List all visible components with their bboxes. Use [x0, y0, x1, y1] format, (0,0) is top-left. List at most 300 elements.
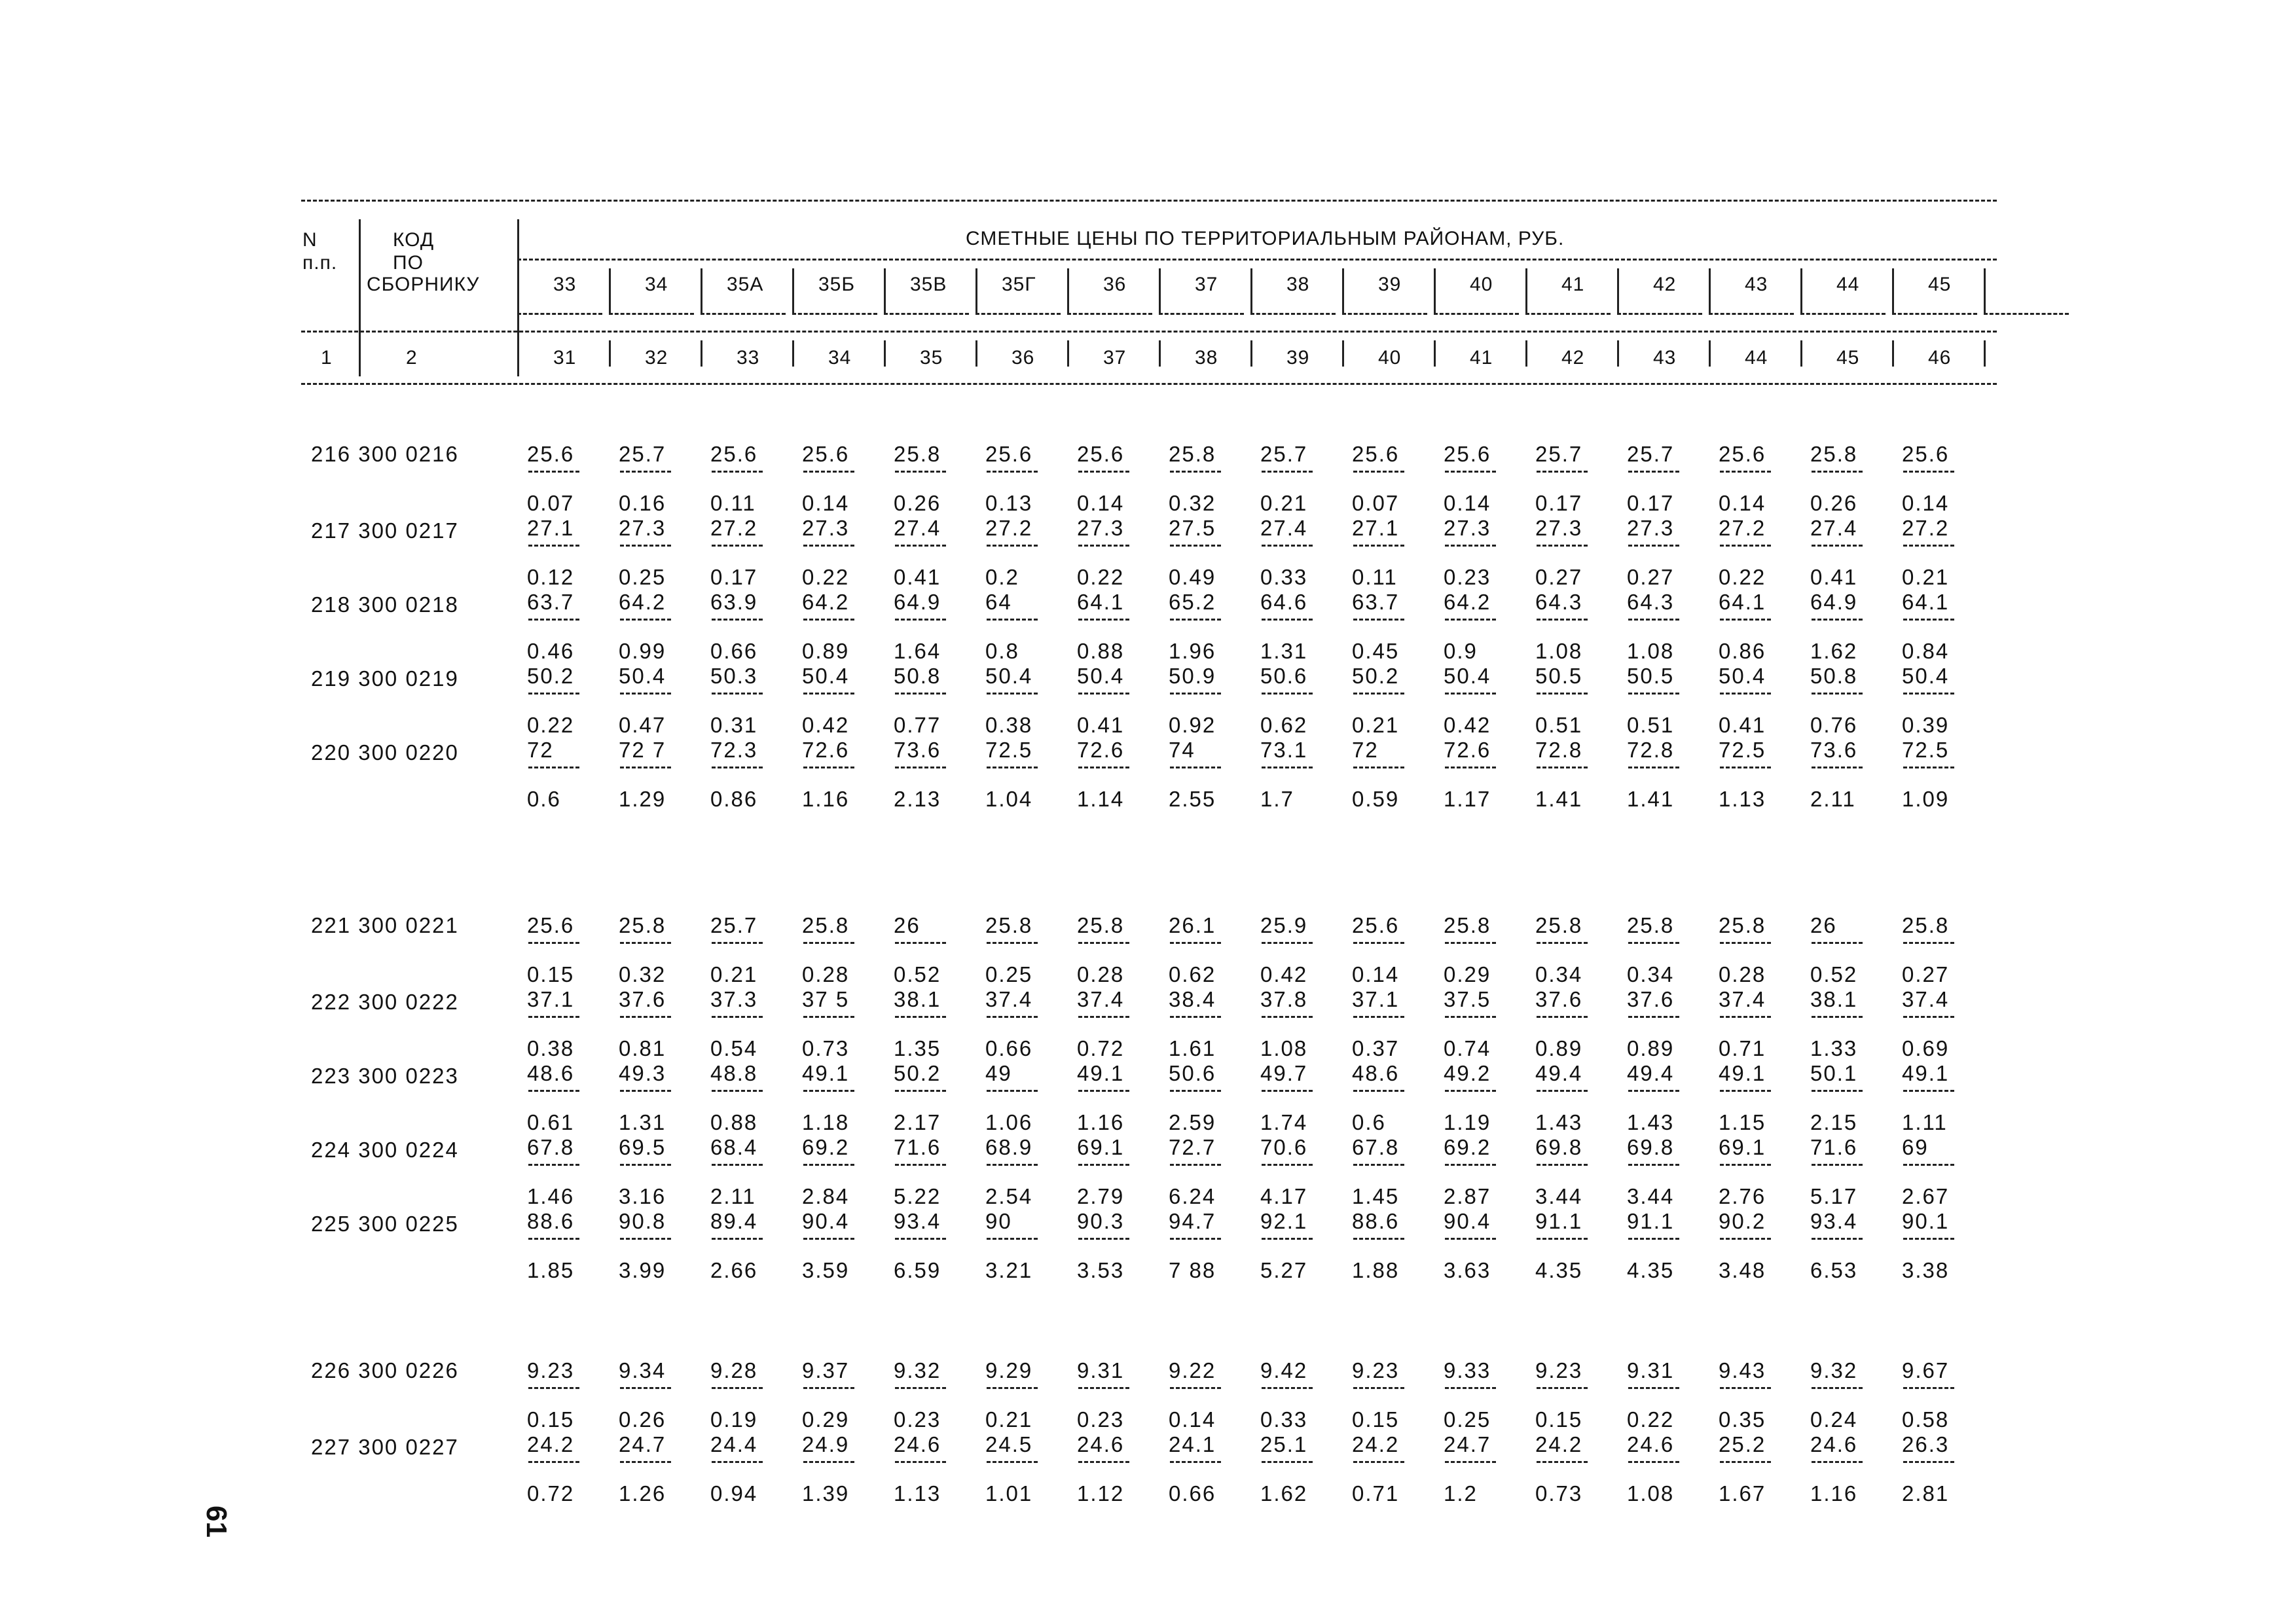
price-cell: 24.7	[1444, 1432, 1491, 1456]
cost-cell: 0.94	[710, 1481, 758, 1506]
fraction-rule	[1170, 1016, 1221, 1018]
cost-cell: 1.29	[619, 787, 666, 811]
cost-cell: 0.25	[619, 565, 666, 589]
fraction-rule	[1720, 545, 1771, 547]
fraction-rule	[895, 767, 946, 768]
cost-cell: 0.12	[527, 565, 575, 589]
price-cell: 27.3	[1535, 516, 1583, 540]
price-cell: 9.28	[710, 1358, 758, 1382]
fraction-rule	[1720, 1164, 1771, 1166]
fraction-rule	[1353, 1090, 1404, 1092]
cost-cell: 3.59	[802, 1258, 850, 1282]
price-cell: 49.4	[1627, 1061, 1675, 1085]
cost-cell: 1.26	[619, 1481, 666, 1506]
fraction-rule	[987, 942, 1038, 944]
fraction-rule	[1445, 545, 1496, 547]
cost-cell: 0.71	[1719, 1036, 1766, 1060]
price-cell: 24.5	[985, 1432, 1033, 1456]
cost-cell: 0.77	[894, 713, 941, 737]
price-cell: 49.2	[1444, 1061, 1491, 1085]
fraction-rule	[1262, 1090, 1313, 1092]
cost-cell: 0.29	[1444, 962, 1491, 986]
fraction-rule	[1445, 471, 1496, 473]
header-mid-rule	[517, 259, 1997, 261]
price-cell: 90.8	[619, 1209, 666, 1233]
fraction-rule	[1628, 1164, 1679, 1166]
price-cell: 9.67	[1902, 1358, 1950, 1382]
cost-cell: 0.71	[1352, 1481, 1400, 1506]
cost-cell: 0.81	[619, 1036, 666, 1060]
price-cell: 72.6	[1444, 738, 1491, 762]
price-cell: 71.6	[894, 1135, 941, 1159]
fraction-rule	[1812, 942, 1863, 944]
column-rule	[1067, 313, 1152, 315]
price-cell: 64.2	[619, 590, 666, 614]
fraction-rule	[987, 1238, 1038, 1240]
column-number: 41	[1470, 347, 1493, 369]
fraction-rule	[1903, 619, 1954, 621]
cost-cell: 0.6	[1352, 1110, 1386, 1134]
cost-cell: 0.61	[527, 1110, 575, 1134]
header-num-1: 1	[321, 347, 333, 369]
header-numbers-rule	[301, 331, 1997, 333]
row-code: 219 300 0219	[311, 666, 459, 691]
fraction-rule	[803, 1164, 854, 1166]
price-cell: 24.7	[619, 1432, 666, 1456]
column-divider	[792, 288, 794, 314]
price-cell: 50.4	[1719, 664, 1766, 688]
fraction-rule	[528, 1387, 579, 1389]
price-cell: 64.9	[1810, 590, 1858, 614]
cost-cell: 1.16	[1077, 1110, 1125, 1134]
fraction-rule	[620, 471, 671, 473]
fraction-rule	[1445, 942, 1496, 944]
cost-cell: 0.15	[1535, 1407, 1583, 1432]
price-cell: 50.4	[985, 664, 1033, 688]
cost-cell: 0.41	[1810, 565, 1858, 589]
cost-cell: 0.07	[1352, 491, 1400, 515]
price-cell: 27.3	[619, 516, 666, 540]
cost-cell: 0.89	[1627, 1036, 1675, 1060]
cost-cell: 2.66	[710, 1258, 758, 1282]
price-cell: 25.8	[802, 913, 850, 937]
column-rule	[1617, 313, 1702, 315]
column-divider	[884, 340, 886, 367]
cost-cell: 4.17	[1260, 1184, 1308, 1208]
price-cell: 64.3	[1535, 590, 1583, 614]
column-rule	[517, 313, 602, 315]
cost-cell: 0.84	[1902, 639, 1950, 663]
price-cell: 9.23	[527, 1358, 575, 1382]
fraction-rule	[712, 545, 763, 547]
price-cell: 25.6	[710, 442, 758, 466]
price-cell: 50.5	[1627, 664, 1675, 688]
region-header: 35Г	[1002, 274, 1036, 295]
column-number: 35	[920, 347, 943, 369]
column-divider	[1342, 340, 1344, 367]
cost-cell: 0.14	[1169, 1407, 1216, 1432]
cost-cell: 2.11	[710, 1184, 756, 1208]
cost-cell: 3.53	[1077, 1258, 1125, 1282]
fraction-rule	[1262, 471, 1313, 473]
fraction-rule	[712, 767, 763, 768]
price-cell: 69.1	[1077, 1135, 1125, 1159]
cost-cell: 1.33	[1810, 1036, 1858, 1060]
price-cell: 25.6	[1719, 442, 1766, 466]
fraction-rule	[712, 693, 763, 695]
fraction-rule	[712, 1164, 763, 1166]
fraction-rule	[1628, 767, 1679, 768]
price-cell: 25.6	[1444, 442, 1491, 466]
column-rule	[1342, 313, 1427, 315]
cost-cell: 3.44	[1627, 1184, 1675, 1208]
cost-cell: 2.84	[802, 1184, 850, 1208]
cost-cell: 1.7	[1260, 787, 1294, 811]
price-cell: 72.8	[1627, 738, 1675, 762]
region-header: 43	[1745, 274, 1768, 295]
header-kod: КОД	[393, 229, 435, 251]
fraction-rule	[1445, 1090, 1496, 1092]
cost-cell: 0.14	[802, 491, 850, 515]
fraction-rule	[1078, 1238, 1129, 1240]
price-cell: 37.6	[1627, 987, 1675, 1011]
cost-cell: 0.17	[710, 565, 758, 589]
price-cell: 24.2	[527, 1432, 575, 1456]
cost-cell: 0.23	[894, 1407, 941, 1432]
row-code: 220 300 0220	[311, 740, 459, 765]
cost-cell: 1.74	[1260, 1110, 1308, 1134]
cost-cell: 0.17	[1627, 491, 1675, 515]
price-cell: 63.7	[1352, 590, 1400, 614]
header-sborniku: СБОРНИКУ	[367, 274, 480, 295]
cost-cell: 0.21	[710, 962, 758, 986]
price-cell: 68.9	[985, 1135, 1033, 1159]
fraction-rule	[528, 545, 579, 547]
cost-cell: 1.31	[619, 1110, 666, 1134]
fraction-rule	[1445, 1238, 1496, 1240]
column-divider	[1067, 340, 1069, 367]
fraction-rule	[528, 693, 579, 695]
price-cell: 9.43	[1719, 1358, 1766, 1382]
cost-cell: 2.17	[894, 1110, 941, 1134]
fraction-rule	[1537, 942, 1588, 944]
column-rule	[701, 313, 786, 315]
cost-cell: 5.22	[894, 1184, 941, 1208]
price-cell: 27.2	[710, 516, 758, 540]
header-n: N	[302, 229, 318, 251]
cost-cell: 0.51	[1535, 713, 1583, 737]
cost-cell: 0.6	[527, 787, 561, 811]
fraction-rule	[1903, 1090, 1954, 1092]
fraction-rule	[1628, 693, 1679, 695]
header-pp: п.п.	[302, 252, 338, 274]
row-code: 227 300 0227	[311, 1435, 459, 1459]
cost-cell: 0.35	[1719, 1407, 1766, 1432]
fraction-rule	[1445, 693, 1496, 695]
fraction-rule	[620, 942, 671, 944]
cost-cell: 1.04	[985, 787, 1033, 811]
cost-cell: 1.43	[1535, 1110, 1583, 1134]
cost-cell: 1.62	[1260, 1481, 1308, 1506]
price-cell: 72	[527, 738, 554, 762]
column-divider	[1525, 288, 1527, 314]
cost-cell: 0.8	[985, 639, 1019, 663]
price-cell: 25.8	[1169, 442, 1216, 466]
price-cell: 37.3	[710, 987, 758, 1011]
fraction-rule	[1353, 942, 1404, 944]
fraction-rule	[895, 942, 946, 944]
cost-cell: 0.73	[1535, 1481, 1583, 1506]
fraction-rule	[1078, 545, 1129, 547]
price-cell: 50.4	[1902, 664, 1950, 688]
column-divider	[1617, 288, 1619, 314]
column-divider	[975, 340, 977, 367]
cost-cell: 0.15	[1352, 1407, 1400, 1432]
cost-cell: 1.11	[1902, 1110, 1948, 1134]
row-code: 217 300 0217	[311, 518, 459, 543]
price-cell: 37.6	[1535, 987, 1583, 1011]
cost-cell: 0.07	[527, 491, 575, 515]
cost-cell: 0.26	[619, 1407, 666, 1432]
cost-cell: 0.74	[1444, 1036, 1491, 1060]
price-cell: 48.8	[710, 1061, 758, 1085]
column-divider	[1709, 340, 1711, 367]
price-cell: 90.4	[1444, 1209, 1491, 1233]
price-cell: 27.5	[1169, 516, 1216, 540]
price-cell: 25.8	[1902, 913, 1950, 937]
fraction-rule	[1262, 1461, 1313, 1463]
price-cell: 93.4	[894, 1209, 941, 1233]
fraction-rule	[620, 1238, 671, 1240]
price-cell: 69.2	[802, 1135, 850, 1159]
price-cell: 48.6	[527, 1061, 575, 1085]
region-header: 35А	[727, 274, 764, 295]
header-num-2: 2	[406, 347, 418, 369]
fraction-rule	[1628, 1387, 1679, 1389]
cost-cell: 4.35	[1535, 1258, 1583, 1282]
price-cell: 38.4	[1169, 987, 1216, 1011]
price-cell: 24.4	[710, 1432, 758, 1456]
cost-cell: 0.99	[619, 639, 666, 663]
fraction-rule	[1170, 1090, 1221, 1092]
price-cell: 72	[1352, 738, 1379, 762]
price-cell: 50.2	[1352, 664, 1400, 688]
cost-cell: 1.08	[1535, 639, 1583, 663]
price-cell: 50.8	[894, 664, 941, 688]
fraction-rule	[1903, 1164, 1954, 1166]
price-cell: 49.4	[1535, 1061, 1583, 1085]
fraction-rule	[1170, 619, 1221, 621]
column-number: 42	[1561, 347, 1585, 369]
column-rule	[975, 313, 1061, 315]
price-cell: 69.2	[1444, 1135, 1491, 1159]
column-divider	[1800, 288, 1802, 314]
cost-cell: 0.66	[985, 1036, 1033, 1060]
fraction-rule	[1537, 1090, 1588, 1092]
price-cell: 37.1	[1352, 987, 1400, 1011]
fraction-rule	[1078, 619, 1129, 621]
column-divider	[1800, 340, 1802, 367]
cost-cell: 1.08	[1260, 1036, 1308, 1060]
price-cell: 37.6	[619, 987, 666, 1011]
fraction-rule	[895, 693, 946, 695]
column-number: 31	[553, 347, 577, 369]
cost-cell: 0.62	[1169, 962, 1216, 986]
price-cell: 50.8	[1810, 664, 1858, 688]
fraction-rule	[1903, 1461, 1954, 1463]
fraction-rule	[1353, 1238, 1404, 1240]
cost-cell: 0.33	[1260, 565, 1308, 589]
price-cell: 49	[985, 1061, 1012, 1085]
column-number: 46	[1928, 347, 1952, 369]
fraction-rule	[987, 471, 1038, 473]
cost-cell: 0.23	[1077, 1407, 1125, 1432]
cost-cell: 1.2	[1444, 1481, 1478, 1506]
fraction-rule	[712, 1238, 763, 1240]
price-cell: 49.1	[1719, 1061, 1766, 1085]
fraction-rule	[620, 1461, 671, 1463]
fraction-rule	[1078, 1387, 1129, 1389]
cost-cell: 1.39	[802, 1481, 850, 1506]
cost-cell: 0.22	[802, 565, 850, 589]
cost-cell: 0.14	[1902, 491, 1950, 515]
fraction-rule	[1445, 1164, 1496, 1166]
cost-cell: 2.76	[1719, 1184, 1766, 1208]
price-cell: 72.3	[710, 738, 758, 762]
fraction-rule	[1170, 942, 1221, 944]
cost-cell: 0.14	[1352, 962, 1400, 986]
fraction-rule	[1537, 767, 1588, 768]
fraction-rule	[987, 619, 1038, 621]
cost-cell: 5.27	[1260, 1258, 1308, 1282]
cost-cell: 0.42	[1260, 962, 1308, 986]
fraction-rule	[620, 545, 671, 547]
column-divider	[701, 288, 702, 314]
price-cell: 50.4	[1077, 664, 1125, 688]
region-header: 35В	[910, 274, 947, 295]
price-cell: 37.5	[1444, 987, 1491, 1011]
cost-cell: 0.21	[1260, 491, 1308, 515]
fraction-rule	[895, 1238, 946, 1240]
price-cell: 50.3	[710, 664, 758, 688]
cost-cell: 0.32	[619, 962, 666, 986]
price-cell: 64.6	[1260, 590, 1308, 614]
fraction-rule	[1078, 693, 1129, 695]
fraction-rule	[803, 545, 854, 547]
fraction-rule	[1628, 1090, 1679, 1092]
cost-cell: 0.89	[802, 639, 850, 663]
fraction-rule	[1078, 1164, 1129, 1166]
fraction-rule	[528, 1016, 579, 1018]
cost-cell: 0.33	[1260, 1407, 1308, 1432]
fraction-rule	[1445, 1387, 1496, 1389]
cost-cell: 0.34	[1627, 962, 1675, 986]
cost-cell: 1.12	[1077, 1481, 1125, 1506]
fraction-rule	[1353, 1016, 1404, 1018]
cost-cell: 0.13	[985, 491, 1033, 515]
price-cell: 25.8	[1535, 913, 1583, 937]
column-divider	[609, 340, 611, 367]
fraction-rule	[987, 545, 1038, 547]
column-number: 38	[1195, 347, 1218, 369]
fraction-rule	[987, 1461, 1038, 1463]
price-cell: 67.8	[1352, 1135, 1400, 1159]
fraction-rule	[528, 1090, 579, 1092]
cost-cell: 3.21	[985, 1258, 1033, 1282]
row-code: 226 300 0226	[311, 1358, 459, 1382]
fraction-rule	[1078, 767, 1129, 768]
price-cell: 74	[1169, 738, 1195, 762]
price-cell: 69	[1902, 1135, 1929, 1159]
price-cell: 25.8	[619, 913, 666, 937]
column-divider	[1159, 288, 1161, 314]
fraction-rule	[620, 1387, 671, 1389]
row-code: 224 300 0224	[311, 1138, 459, 1162]
price-cell: 25.8	[1077, 913, 1125, 937]
price-cell: 37.1	[527, 987, 575, 1011]
price-cell: 93.4	[1810, 1209, 1858, 1233]
column-rule	[1434, 313, 1519, 315]
price-cell: 24.6	[894, 1432, 941, 1456]
cost-cell: 3.16	[619, 1184, 666, 1208]
fraction-rule	[1262, 545, 1313, 547]
price-cell: 38.1	[1810, 987, 1858, 1011]
cost-cell: 0.2	[985, 565, 1019, 589]
fraction-rule	[1170, 767, 1221, 768]
fraction-rule	[1537, 1164, 1588, 1166]
fraction-rule	[1170, 545, 1221, 547]
column-divider	[1159, 340, 1161, 367]
fraction-rule	[1537, 619, 1588, 621]
region-header: 40	[1470, 274, 1493, 295]
cost-cell: 0.11	[1352, 565, 1398, 589]
fraction-rule	[895, 1090, 946, 1092]
price-cell: 90.1	[1902, 1209, 1950, 1233]
price-cell: 9.22	[1169, 1358, 1216, 1382]
cost-cell: 0.62	[1260, 713, 1308, 737]
column-divider	[1525, 340, 1527, 367]
price-cell: 91.1	[1535, 1209, 1583, 1233]
fraction-rule	[1720, 1238, 1771, 1240]
price-cell: 72 7	[619, 738, 666, 762]
fraction-rule	[1720, 1090, 1771, 1092]
column-number: 44	[1745, 347, 1768, 369]
price-cell: 26	[1810, 913, 1837, 937]
price-cell: 72.8	[1535, 738, 1583, 762]
fraction-rule	[1353, 1387, 1404, 1389]
fraction-rule	[1903, 471, 1954, 473]
cost-cell: 2.11	[1810, 787, 1856, 811]
fraction-rule	[1812, 545, 1863, 547]
price-cell: 25.6	[802, 442, 850, 466]
price-cell: 64.3	[1627, 590, 1675, 614]
column-rule	[1800, 313, 1886, 315]
price-cell: 26.3	[1902, 1432, 1950, 1456]
price-cell: 88.6	[527, 1209, 575, 1233]
price-cell: 25.7	[710, 913, 758, 937]
cost-cell: 0.21	[1352, 713, 1400, 737]
fraction-rule	[1078, 471, 1129, 473]
fraction-rule	[620, 619, 671, 621]
cost-cell: 0.52	[894, 962, 941, 986]
price-cell: 49.1	[1902, 1061, 1950, 1085]
cost-cell: 0.26	[1810, 491, 1858, 515]
cost-cell: 0.92	[1169, 713, 1216, 737]
price-cell: 64	[985, 590, 1012, 614]
column-number: 36	[1011, 347, 1035, 369]
fraction-rule	[620, 693, 671, 695]
price-cell: 27.3	[802, 516, 850, 540]
